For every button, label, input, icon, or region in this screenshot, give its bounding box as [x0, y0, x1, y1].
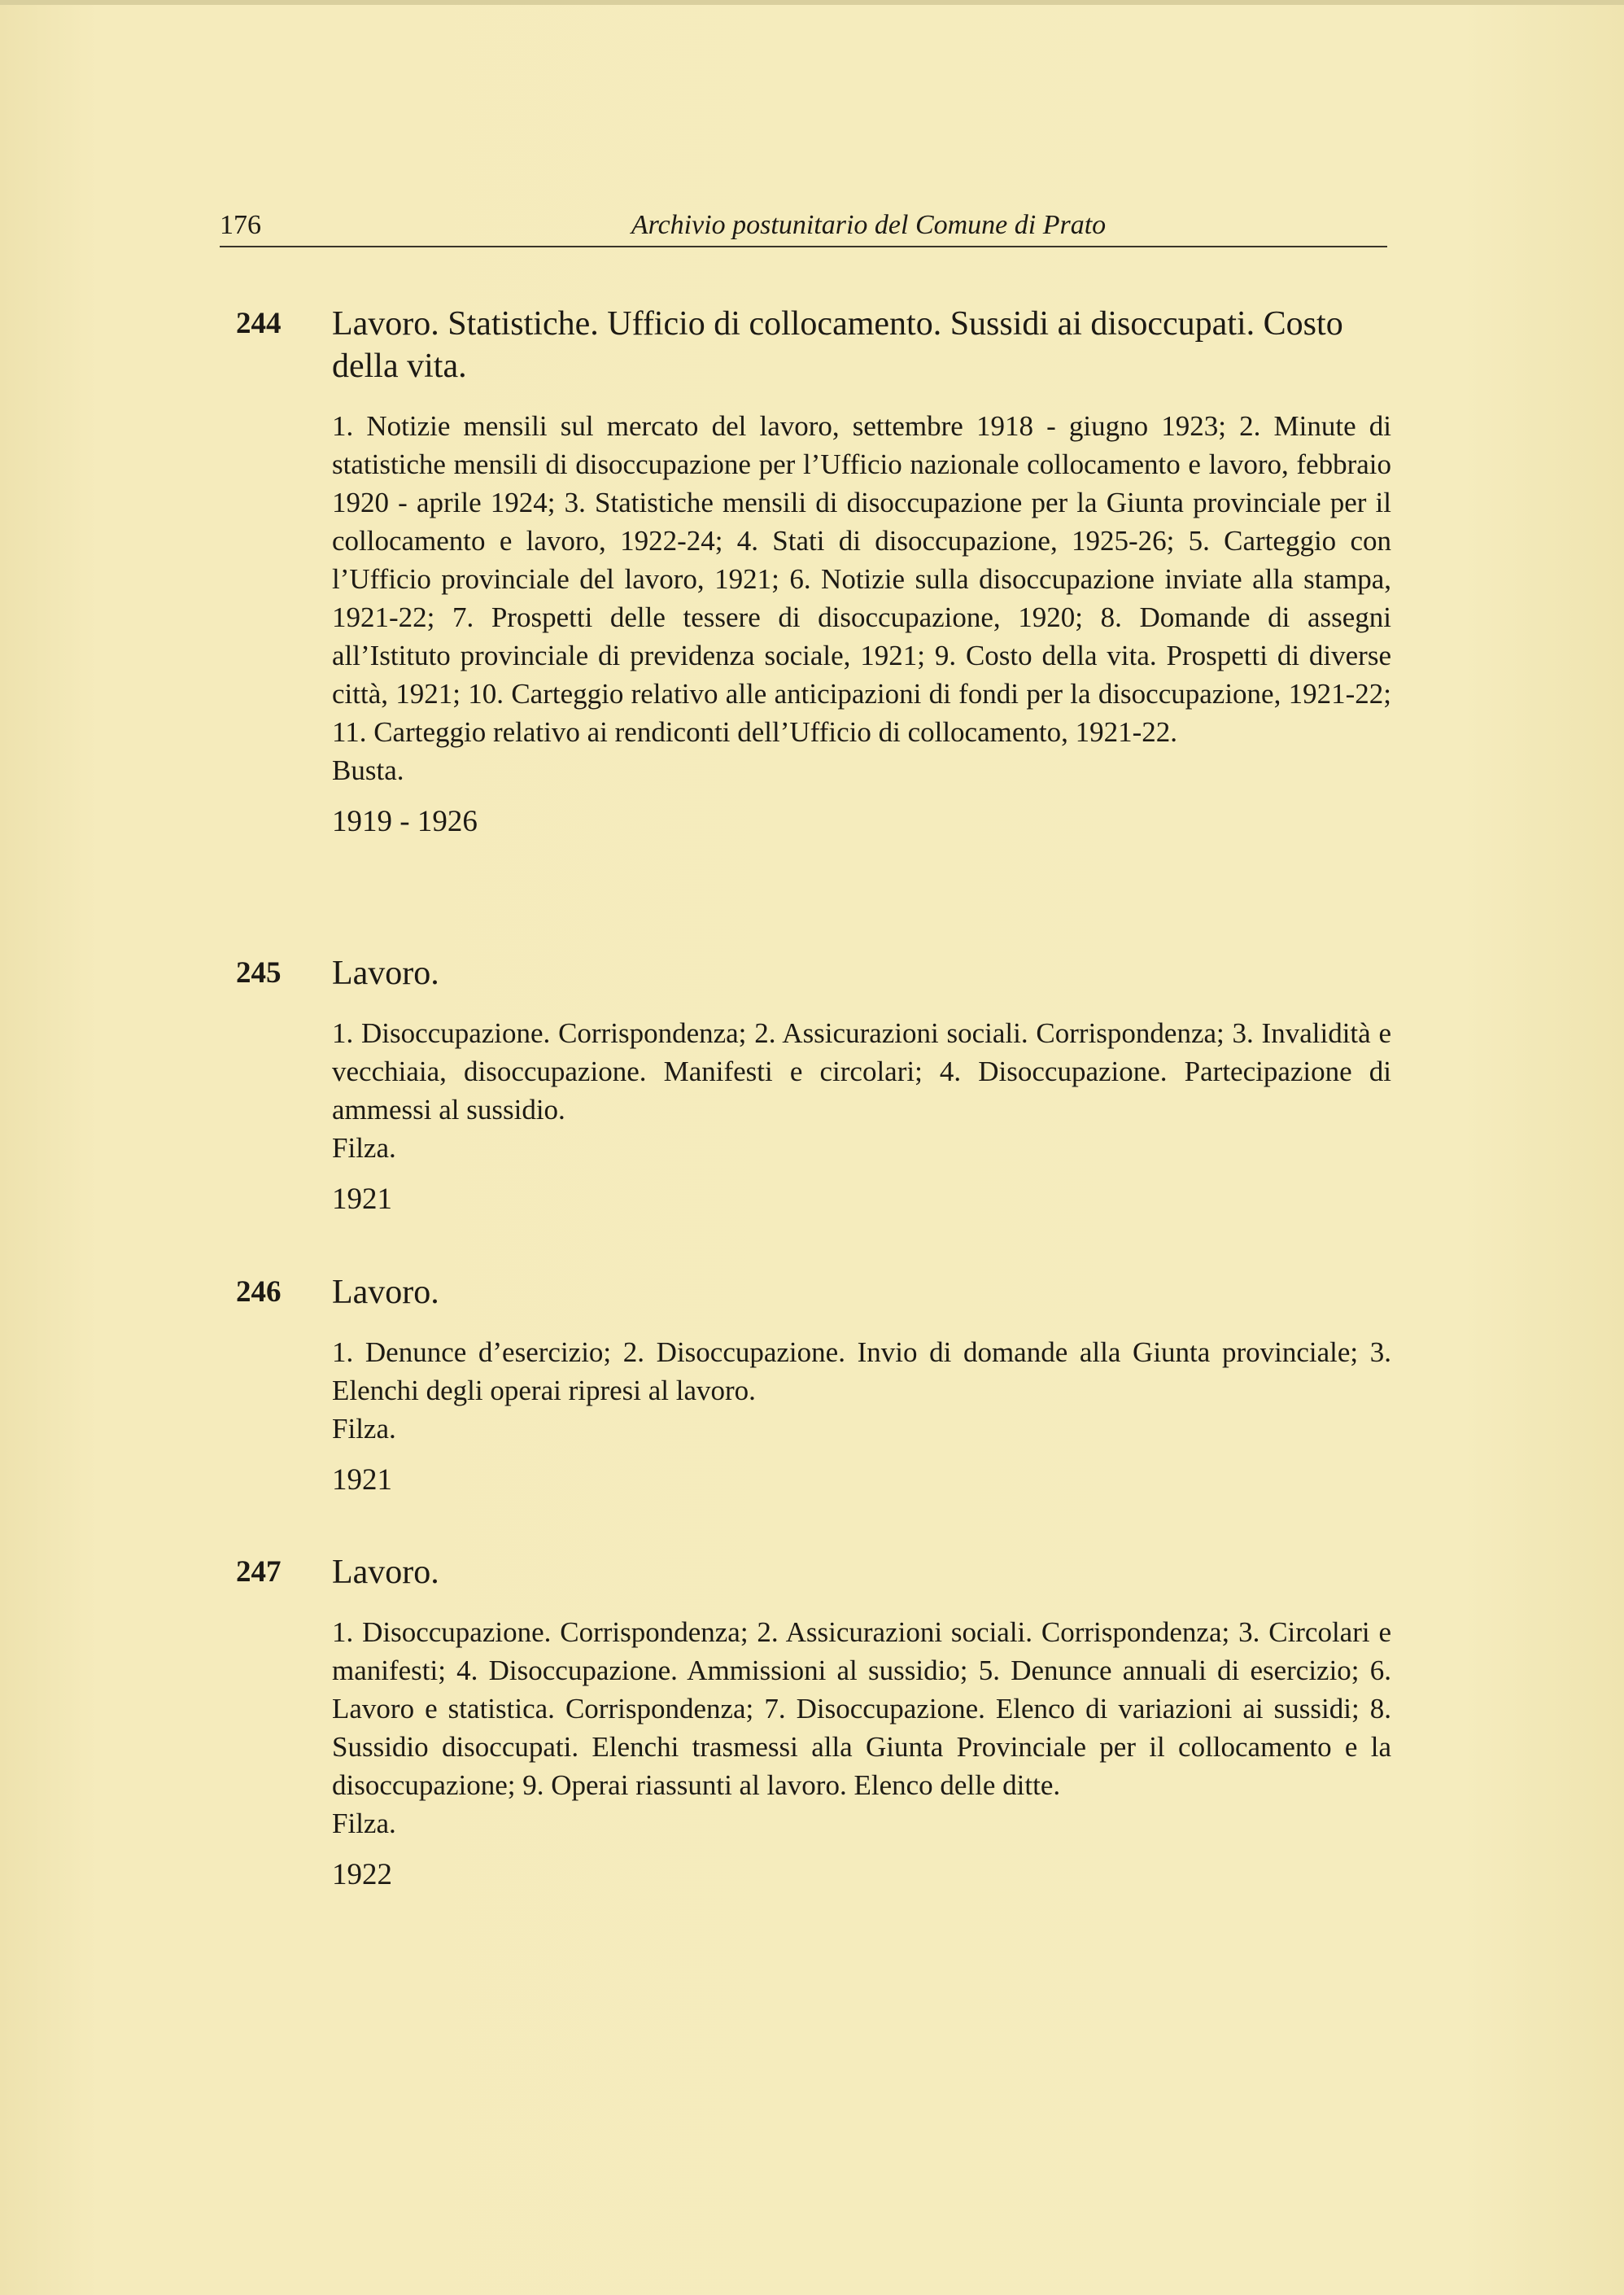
entry-description: 1. Disoccupazione. Corrispondenza; 2. Assicurazioni sociali. Corrispondenza; 3. Invalidità e vecchiaia, disoccupazione. Manifesti e circolari; 4. Disoccupazione. Partecipazione di ammessi al sussidio.	[332, 1017, 1391, 1126]
entry-title: Lavoro.	[332, 1274, 439, 1311]
entry-title: Lavoro.	[332, 1554, 439, 1591]
entry-number: 246	[236, 1275, 282, 1309]
entry-number: 245	[236, 956, 282, 990]
running-title: Archivio postunitario del Comune di Prato	[631, 210, 1107, 240]
page-top-edge	[0, 0, 1624, 5]
entry-body	[332, 303, 1391, 841]
entry-title: Lavoro.	[332, 955, 439, 992]
entry-unit-type: Busta.	[332, 754, 404, 786]
entry-body	[332, 1551, 1391, 1894]
entry-dates: 1921	[332, 1463, 392, 1497]
entry-number: 244	[236, 307, 282, 340]
entry-dates: 1921	[332, 1182, 392, 1216]
entry-unit-type: Filza.	[332, 1808, 396, 1839]
entry-unit-type: Filza.	[332, 1132, 396, 1164]
entry-dates: 1919 - 1926	[332, 805, 478, 838]
entry-body	[332, 1271, 1391, 1499]
entry-description: 1. Denunce d’esercizio; 2. Disoccupazione. Invio di domande alla Giunta provinciale; 3. Elenchi degli operai ripresi al lavoro.	[332, 1336, 1391, 1406]
entry-description: 1. Notizie mensili sul mercato del lavoro, settembre 1918 - giugno 1923; 2. Minute di statistiche mensili di disoccupazione per l’Ufficio nazionale collocamento e lavoro, febbraio 1920 - aprile 1924; 3. Statistiche mensili di disoccupazione per la Giunta provinciale per il collocamento e lavoro, 1922-24; 4. Stati di disoccupazione, 1925-26; 5. Carteggio con l’Ufficio provinciale del lavoro, 1921; 6. Notizie sulla disoccupazione inviate alla stampa, 1921-22; 7. Prospetti delle tessere di disoccupazione, 1920; 8. Domande di assegni all’Istituto provinciale di previdenza sociale, 1921; 9. Costo della vita. Prospetti di diverse città, 1921; 10. Carteggio relativo alle anticipazioni di fondi per la disoccupazione, 1921-22; 11. Carteggio relativo ai rendiconti dell’Ufficio di collocamento, 1921-22.	[332, 410, 1391, 748]
page-header	[220, 205, 1387, 247]
entry-number: 247	[236, 1555, 282, 1589]
entry-unit-type: Filza.	[332, 1413, 396, 1445]
entry-body	[332, 952, 1391, 1218]
page-number: 176	[220, 210, 261, 240]
entry-title: Lavoro. Statistiche. Ufficio di collocamento. Sussidi ai disoccupati. Costo della vita.	[332, 305, 1343, 385]
entry-dates: 1922	[332, 1858, 392, 1891]
entry-description: 1. Disoccupazione. Corrispondenza; 2. Assicurazioni sociali. Corrispondenza; 3. Circolari e manifesti; 4. Disoccupazione. Ammissioni al sussidio; 5. Denunce annuali di esercizio; 6. Lavoro e statistica. Corrispondenza; 7. Disoccupazione. Elenco di variazioni ai sussidi; 8. Sussidio disoccupati. Elenchi trasmessi alla Giunta Provinciale per il collocamento e la disoccupazione; 9. Operai riassunti al lavoro. Elenco delle ditte.	[332, 1616, 1391, 1801]
